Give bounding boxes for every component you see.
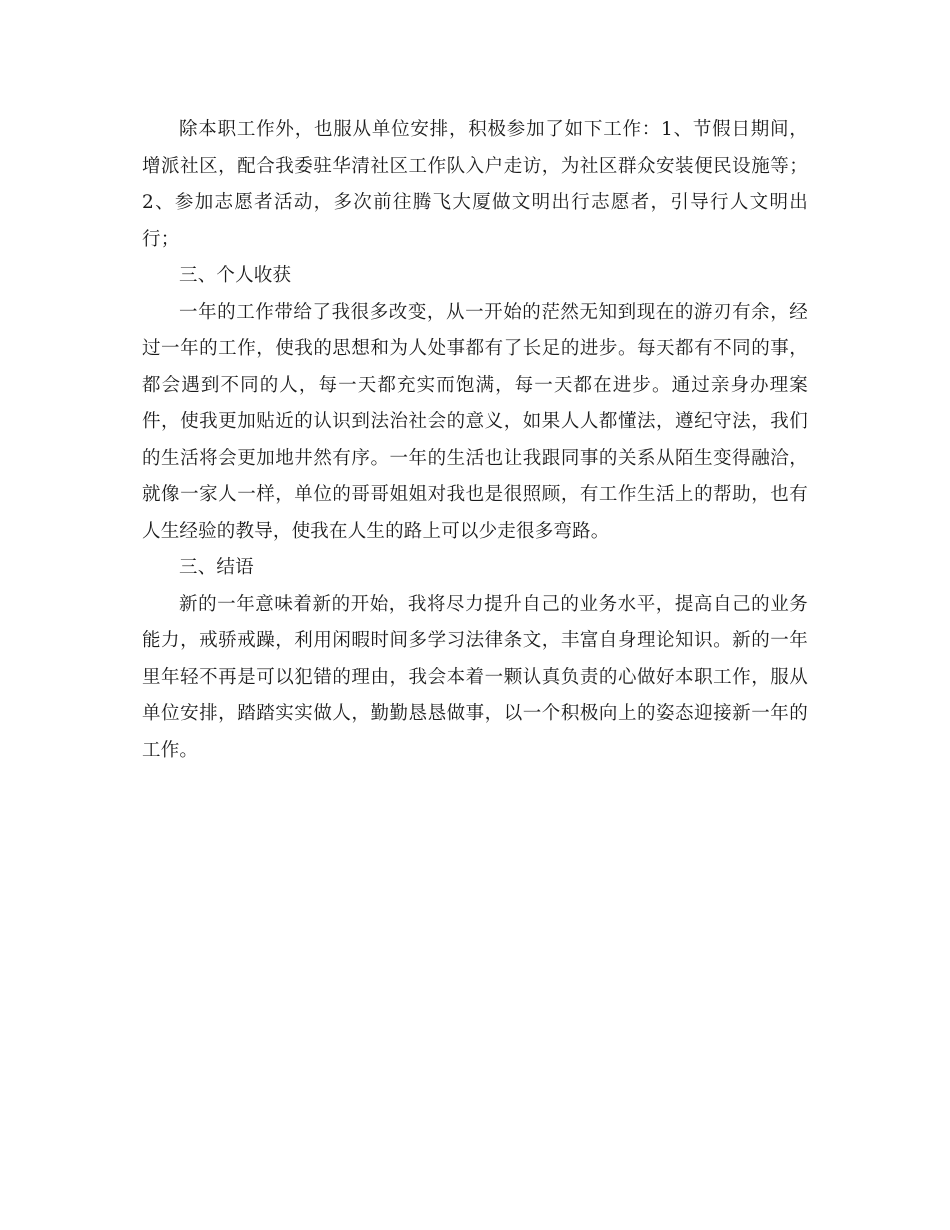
- paragraph-personal-gains: 一年的工作带给了我很多改变，从一开始的茫然无知到现在的游刃有余，经过一年的工作，使我的思想和为人处事都有了长足的进步。每天都有不同的事，都会遇到不同的人，每一天都充实而饱满，每一天都在进步。通过亲身办理案件，使我更加贴近的认识到法治社会的意义，如果人人都懂法，遵纪守法，我们的生活将会更加地井然有序。一年的生活也让我跟同事的关系从陌生变得融洽，就像一家人一样，单位的哥哥姐姐对我也是很照顾，有工作生活上的帮助，也有人生经验的教导，使我在人生的路上可以少走很多弯路。: [142, 301, 808, 542]
- paragraph-extra-work: 除本职工作外，也服从单位安排，积极参加了如下工作：1、节假日期间，增派社区，配合我委驻华清社区工作队入户走访，为社区群众安装便民设施等；2、参加志愿者活动，多次前往腾飞大厦做文明出行志愿者，引导行人文明出行；: [142, 119, 808, 250]
- document-body: [142, 112, 808, 769]
- heading-personal-gains: 三、个人收获: [179, 265, 292, 286]
- paragraph-conclusion: 新的一年意味着新的开始，我将尽力提升自己的业务水平，提高自己的业务能力，戒骄戒躁，利用闲暇时间多学习法律条文，丰富自身理论知识。新的一年里年轻不再是可以犯错的理由，我会本着一颗认真负责的心做好本职工作，服从单位安排，踏踏实实做人，勤勤恳恳做事，以一个积极向上的姿态迎接新一年的工作。: [142, 593, 808, 761]
- heading-conclusion: 三、结语: [179, 557, 254, 578]
